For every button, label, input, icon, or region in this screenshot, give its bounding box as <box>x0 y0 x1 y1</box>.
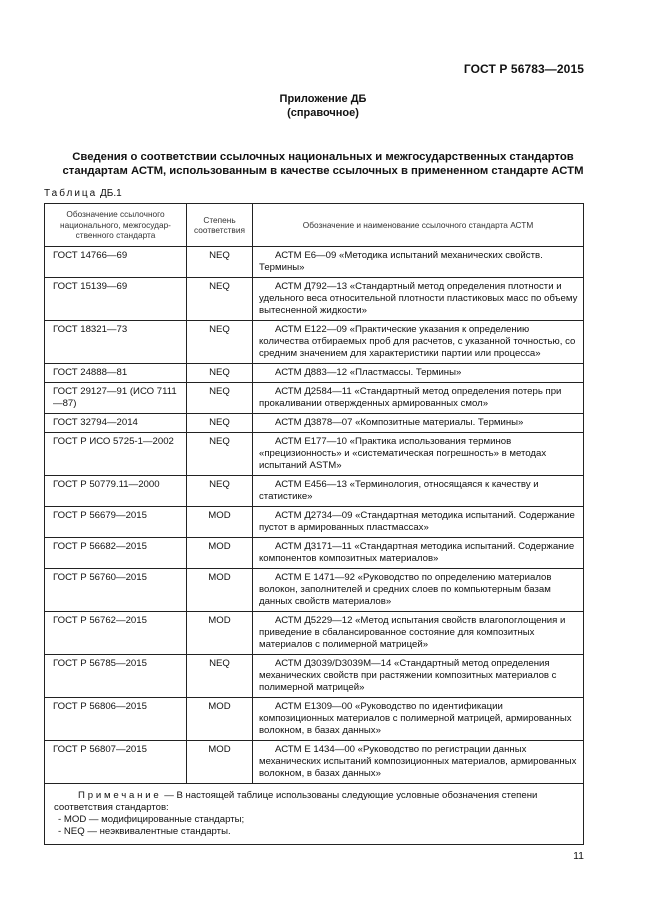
cell-astm <box>253 698 584 741</box>
note-text: В настоящей таблице использованы следующие условные обозначения степени соответствия стандартов: <box>54 790 538 813</box>
table-row <box>45 414 584 433</box>
cell-designation: ГОСТ 32794—2014 <box>45 414 187 433</box>
cell-astm <box>253 741 584 784</box>
astm-text: АСТМ Д3039/D3039M—14 «Стандартный метод определения механических свойств при растяжении композитных материалов с полимерной матрицей» <box>259 658 557 693</box>
astm-text: АСТМ Е 1434—00 «Руководство по регистрации данных механических испытаний композиционных материалов, армированных волокном, в базах данных» <box>259 744 577 779</box>
table-row <box>45 433 584 476</box>
appendix-title: Приложение ДБ <box>279 93 367 105</box>
appendix-header <box>0 92 646 120</box>
cell-degree: NEQ <box>187 655 253 698</box>
note-dash: — <box>164 790 174 801</box>
cell-degree: MOD <box>187 538 253 569</box>
astm-text: АСТМ Е456—13 «Терминология, относящаяся к качеству и статистике» <box>259 479 539 502</box>
page-number: 11 <box>573 850 584 862</box>
table-row <box>45 321 584 364</box>
appendix-subtitle: (справочное) <box>287 107 359 119</box>
cell-astm <box>253 507 584 538</box>
cell-astm <box>253 612 584 655</box>
table-header-row <box>45 204 584 247</box>
astm-text: АСТМ Е177—10 «Практика использования терминов «прецизионность» и «систематическая погрешность» в методах испытаний ASTM» <box>259 436 547 471</box>
cell-designation: ГОСТ 15139—69 <box>45 278 187 321</box>
table-row <box>45 476 584 507</box>
cell-astm <box>253 414 584 433</box>
cell-degree: MOD <box>187 569 253 612</box>
astm-text: АСТМ Е6—09 «Методика испытаний механических свойств. Термины» <box>259 250 543 273</box>
table-row <box>45 247 584 278</box>
cell-astm <box>253 383 584 414</box>
note-item-mod: - MOD — модифицированные стандарты; <box>58 814 245 825</box>
cell-astm <box>253 321 584 364</box>
astm-text: АСТМ Д5229—12 «Метод испытания свойств влагопоглощения и приведение в сбалансированное состояние для композитных материалов с полимерной матрицей» <box>259 615 566 650</box>
cell-degree: NEQ <box>187 383 253 414</box>
cell-designation: ГОСТ Р 50779.11—2000 <box>45 476 187 507</box>
heading-line-1: Сведения о соответствии ссылочных национальных и межгосударственных стандартов <box>72 151 574 163</box>
astm-text: АСТМ Е122—09 «Практические указания к определению количества отбираемых проб для расчетов, с указанной точностью, со средним значением для характеристики партии или процесса» <box>259 324 576 359</box>
correspondence-table <box>44 203 584 845</box>
table-row <box>45 364 584 383</box>
cell-designation: ГОСТ 18321—73 <box>45 321 187 364</box>
cell-designation: ГОСТ 14766—69 <box>45 247 187 278</box>
astm-text: АСТМ Д2734—09 «Стандартная методика испытаний. Содержание пустот в армированных пластмассах» <box>259 510 575 533</box>
cell-designation: ГОСТ Р ИСО 5725-1—2002 <box>45 433 187 476</box>
cell-designation: ГОСТ Р 56807—2015 <box>45 741 187 784</box>
cell-astm <box>253 476 584 507</box>
cell-degree: MOD <box>187 741 253 784</box>
cell-astm <box>253 247 584 278</box>
note-item-neq: - NEQ — неэквивалентные стандарты. <box>58 826 231 837</box>
astm-text: АСТМ Е1309—00 «Руководство по идентификации композиционных материалов с полимерной матрицей, армированных волокном, в базах данных» <box>259 701 572 736</box>
cell-degree: NEQ <box>187 433 253 476</box>
cell-degree: NEQ <box>187 278 253 321</box>
cell-designation: ГОСТ Р 56762—2015 <box>45 612 187 655</box>
cell-astm <box>253 569 584 612</box>
table-row <box>45 507 584 538</box>
astm-text: АСТМ Д2584—11 «Стандартный метод определения потерь при прокаливании отвержденных армированных смол» <box>259 386 562 409</box>
cell-astm <box>253 538 584 569</box>
table-row <box>45 698 584 741</box>
table-row <box>45 612 584 655</box>
table-caption <box>44 188 122 199</box>
cell-degree: NEQ <box>187 247 253 278</box>
table-row <box>45 538 584 569</box>
cell-astm <box>253 655 584 698</box>
cell-degree: NEQ <box>187 364 253 383</box>
cell-designation: ГОСТ Р 56679—2015 <box>45 507 187 538</box>
header-degree: Степень соответствия <box>187 204 253 247</box>
section-heading <box>40 150 606 178</box>
note-label: Примечание <box>78 790 162 801</box>
header-astm: Обозначение и наименование ссылочного стандарта АСТМ <box>253 204 584 247</box>
cell-degree: NEQ <box>187 321 253 364</box>
astm-text: АСТМ Д883—12 «Пластмассы. Термины» <box>275 367 462 378</box>
cell-degree: NEQ <box>187 414 253 433</box>
table-caption-number: ДБ.1 <box>100 188 122 199</box>
cell-designation: ГОСТ Р 56806—2015 <box>45 698 187 741</box>
table-row <box>45 655 584 698</box>
cell-astm <box>253 364 584 383</box>
document-number: ГОСТ Р 56783—2015 <box>463 62 584 76</box>
cell-designation: ГОСТ 24888—81 <box>45 364 187 383</box>
cell-astm <box>253 278 584 321</box>
header-designation: Обозначение ссылочного национального, межгосудар-ственного стандарта <box>45 204 187 247</box>
table-row <box>45 278 584 321</box>
astm-text: АСТМ Д792—13 «Стандартный метод определения плотности и удельного веса относительной плотности пластиковых масс по объему вытесненной жидкости» <box>259 281 578 316</box>
cell-degree: MOD <box>187 698 253 741</box>
cell-designation: ГОСТ 29127—91 (ИСО 7111—87) <box>45 383 187 414</box>
cell-degree: MOD <box>187 507 253 538</box>
astm-text: АСТМ Е 1471—92 «Руководство по определению материалов волокон, заполнителей и средних слоев по компьютерным базам данных свойств материалов» <box>259 572 552 607</box>
astm-text: АСТМ Д3171—11 «Стандартная методика испытаний. Содержание компонентов композитных материалов» <box>259 541 575 564</box>
table-row <box>45 569 584 612</box>
cell-designation: ГОСТ Р 56760—2015 <box>45 569 187 612</box>
table-note <box>45 784 584 845</box>
cell-degree: NEQ <box>187 476 253 507</box>
note-lead <box>54 790 577 814</box>
cell-astm <box>253 433 584 476</box>
cell-designation: ГОСТ Р 56785—2015 <box>45 655 187 698</box>
table-caption-word: Таблица <box>44 188 98 199</box>
table-note-row <box>45 784 584 845</box>
cell-degree: MOD <box>187 612 253 655</box>
astm-text: АСТМ Д3878—07 «Композитные материалы. Термины» <box>275 417 524 428</box>
cell-designation: ГОСТ Р 56682—2015 <box>45 538 187 569</box>
table-row <box>45 741 584 784</box>
table-row <box>45 383 584 414</box>
heading-line-2: стандартам АСТМ, использованным в качестве ссылочных в примененном стандарте АСТМ <box>62 165 584 177</box>
